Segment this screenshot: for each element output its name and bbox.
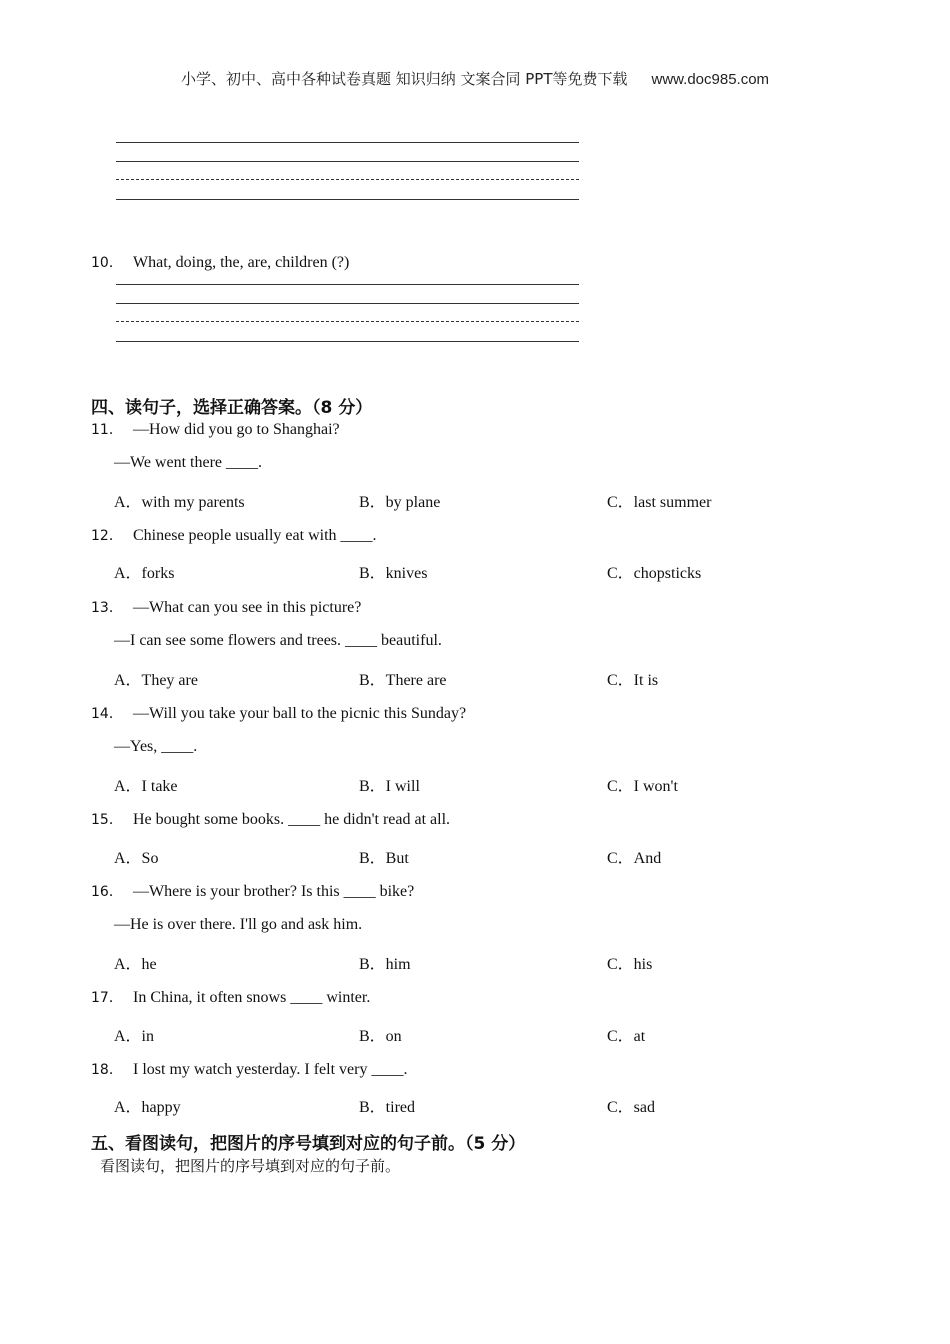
question-16-answer-line: —He is over there. I'll go and ask him. — [114, 916, 363, 933]
option-b[interactable]: B．But — [359, 850, 409, 867]
option-b[interactable]: B．on — [359, 1028, 402, 1045]
option-c[interactable]: C．his — [607, 956, 653, 973]
question-11 — [91, 419, 340, 439]
option-a[interactable]: A．They are — [114, 672, 198, 689]
question-10 — [91, 252, 349, 272]
option-b[interactable]: B．I will — [359, 778, 420, 795]
section-5-title: 五、看图读句，把图片的序号填到对应的句子前。（5 分） — [91, 1134, 526, 1154]
option-a[interactable]: A．with my parents — [114, 494, 245, 511]
question-11-answer-line: —We went there ____. — [114, 454, 262, 471]
option-b[interactable]: B．There are — [359, 672, 447, 689]
question-number: 13． — [91, 600, 123, 616]
question-number: 10． — [91, 255, 123, 271]
question-text: Chinese people usually eat with ____. — [133, 527, 377, 544]
option-b[interactable]: B．by plane — [359, 494, 441, 511]
question-text: He bought some books. ____ he didn't read at all. — [133, 811, 451, 828]
option-c[interactable]: C．And — [607, 850, 662, 867]
option-c[interactable]: C．I won't — [607, 778, 678, 795]
question-number: 18． — [91, 1062, 123, 1078]
option-c[interactable]: C．last summer — [607, 494, 712, 511]
header-url: www.doc985.com — [651, 71, 770, 88]
option-a[interactable]: A．I take — [114, 778, 178, 795]
question-12 — [91, 525, 377, 545]
option-b[interactable]: B．tired — [359, 1099, 415, 1116]
question-number: 15． — [91, 812, 123, 828]
header-text: 小学、初中、高中各种试卷真题 知识归纳 文案合同 PPT等免费下载 — [180, 70, 628, 88]
option-c[interactable]: C．It is — [607, 672, 659, 689]
question-number: 11． — [91, 422, 123, 438]
question-text: —Where is your brother? Is this ____ bike? — [133, 883, 415, 900]
question-text: —What can you see in this picture? — [133, 599, 362, 616]
question-17 — [91, 987, 370, 1007]
question-18 — [91, 1059, 407, 1079]
question-13 — [91, 597, 361, 617]
question-number: 12． — [91, 528, 123, 544]
option-b[interactable]: B．knives — [359, 565, 428, 582]
question-text: What, doing, the, are, children (?) — [133, 254, 350, 271]
section-4-title: 四、读句子，选择正确答案。（8 分） — [91, 398, 373, 418]
option-a[interactable]: A．So — [114, 850, 159, 867]
option-c[interactable]: C．sad — [607, 1099, 656, 1116]
question-text: —Will you take your ball to the picnic this Sunday? — [133, 705, 467, 722]
option-a[interactable]: A．he — [114, 956, 157, 973]
question-14 — [91, 703, 466, 723]
question-16 — [91, 881, 414, 901]
writing-lines-q10[interactable] — [116, 284, 579, 342]
page-header — [0, 68, 950, 89]
option-a[interactable]: A．forks — [114, 565, 175, 582]
option-a[interactable]: A．happy — [114, 1099, 181, 1116]
option-a[interactable]: A．in — [114, 1028, 155, 1045]
question-text: —How did you go to Shanghai? — [133, 421, 340, 438]
question-number: 14． — [91, 706, 123, 722]
question-number: 17． — [91, 990, 123, 1006]
writing-lines-q9[interactable] — [116, 142, 579, 200]
option-c[interactable]: C．at — [607, 1028, 646, 1045]
question-text: I lost my watch yesterday. I felt very ____. — [133, 1061, 408, 1078]
option-c[interactable]: C．chopsticks — [607, 565, 702, 582]
question-number: 16． — [91, 884, 123, 900]
question-text: In China, it often snows ____ winter. — [133, 989, 371, 1006]
question-15 — [91, 809, 450, 829]
option-b[interactable]: B．him — [359, 956, 411, 973]
section-5-instruction: 看图读句，把图片的序号填到对应的句子前。 — [100, 1157, 401, 1175]
question-13-answer-line: —I can see some flowers and trees. ____ beautiful. — [114, 632, 442, 649]
question-14-answer-line: —Yes, ____. — [114, 738, 198, 755]
